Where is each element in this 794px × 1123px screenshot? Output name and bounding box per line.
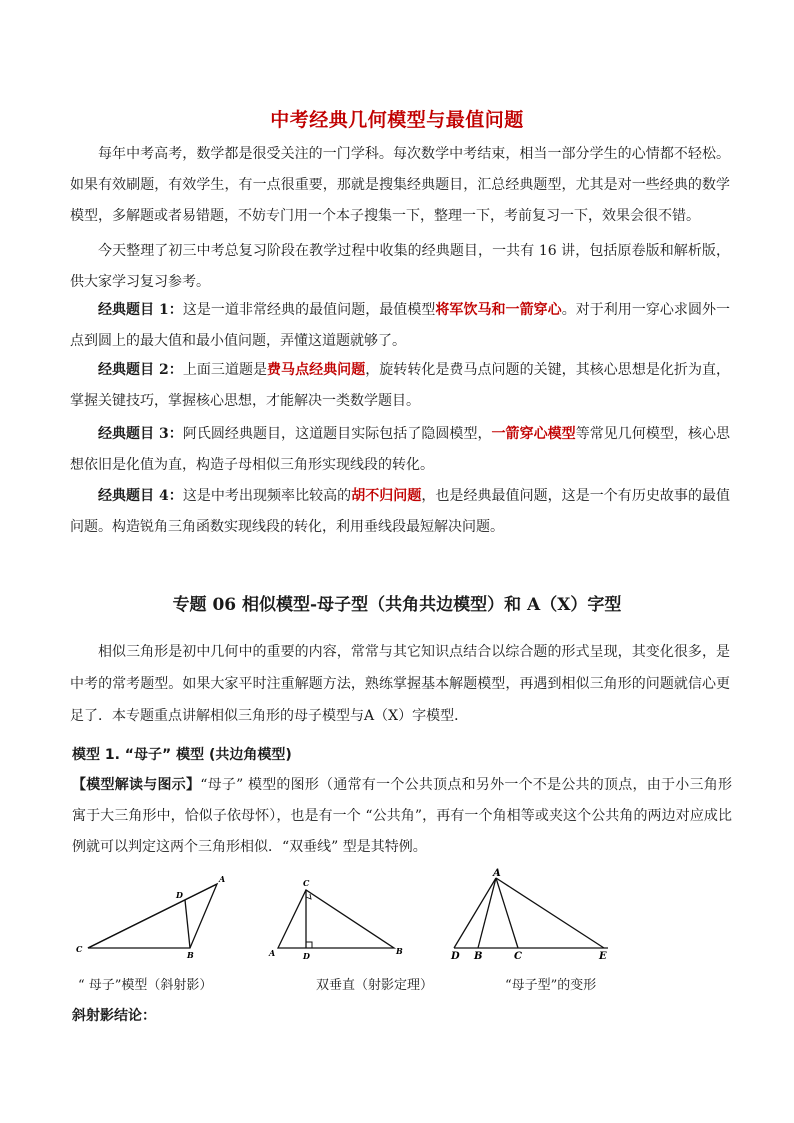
- figure-variant-drawing: [446, 868, 616, 963]
- page-title: 中考经典几何模型与最值问题: [270, 109, 524, 131]
- section-title: 专题 06 相似模型-母子型（共角共边模型）和 A（X）字型: [172, 595, 622, 615]
- classic-item-1-label: 经典题目 1：: [98, 302, 183, 318]
- fig1-point-d: D: [176, 890, 183, 900]
- classic-item-2-text-b: ，旋转转化是费马点问题的关键，其核心思想是化折为直，掌握关键技巧，掌握核心思想，才能解决一类数学题目。: [70, 362, 731, 409]
- figure-variant: [446, 868, 616, 963]
- figure-mother-child: [72, 868, 232, 958]
- intro-paragraph-2: 今天整理了初三中考总复习阶段在教学过程中收集的经典题目，一共有 16 讲，包括原卷版和解析版，供大家学习复习参考。: [70, 243, 730, 290]
- classic-item-3-text-b: 等常见几何模型，核心思想依旧是化值为直，构造子母相似三角形实现线段的转化。: [70, 426, 731, 473]
- classic-item-1: [70, 295, 730, 357]
- classic-item-3-highlight: 一箭穿心模型: [491, 426, 576, 442]
- model-1-label: 【模型解读与图示】: [72, 777, 201, 793]
- fig2-point-a: A: [269, 948, 276, 958]
- fig3-point-d: D: [451, 951, 460, 962]
- figure-double-perpendicular: [266, 868, 411, 963]
- classic-item-3: [70, 419, 730, 481]
- classic-item-2-highlight: 费马点经典问题: [267, 362, 366, 378]
- fig1-point-a: A: [219, 874, 226, 884]
- fig1-point-b: B: [187, 950, 194, 958]
- intro-paragraph-1: 每年中考高考，数学都是很受关注的一门学科。每次数学中考结束，相当一部分学生的心情都不轻松。如果有效刷题，有效学生，有一点很重要，那就是搜集经典题目，汇总经典题型，尤其是对一些经典的数学模型，多解题或者易错题，不妨专门用一个本子搜集一下，整理一下，考前复习一下，效果会很不错。: [70, 146, 730, 224]
- classic-item-4-text-a: 这是中考出现频率比较高的: [182, 488, 352, 504]
- classic-item-3-text-a: 阿氏圆经典题目，这道题目实际包括了隐圆模型，: [182, 426, 492, 442]
- fig3-point-b: B: [474, 951, 483, 962]
- fig2-point-d: D: [303, 951, 310, 961]
- section-intro: 相似三角形是初中几何中的重要的内容，常常与其它知识点结合以综合题的形式呈现，其变化很多，是中考的常考题型。如果大家平时注重解题方法，熟练掌握基本解题模型，再遇到相似三角形的问题就信心更足了．本专题重点讲解相似三角形的母子模型与A（X）字模型．: [70, 644, 730, 724]
- fig3-point-a: A: [493, 868, 501, 879]
- classic-item-1-text-b: 。对于利用一穿心求圆外一点到圆上的最大值和最小值问题，弄懂这道题就够了。: [70, 302, 731, 349]
- conclusion-label: 斜射影结论：: [72, 1008, 156, 1024]
- classic-item-4-text-b: ，也是经典最值问题，这是一个有历史故事的最值问题。构造锐角三角函数实现线段的转化，利用垂线段最短解决问题。: [70, 488, 731, 535]
- figure-double-perpendicular-drawing: [266, 868, 411, 963]
- classic-item-3-label: 经典题目 3：: [98, 426, 183, 442]
- model-1-text: “母子” 模型的图形（通常有一个公共顶点和另外一个不是公共的顶点，由于小三角形寓于大三角形中，恰似子依母怀），也是有一个 “公共角”，再有一个角相等或夹这个公共角的两边对应成比例就可以判定这两个三角形相似．“双垂线” 型是其特例。: [72, 777, 733, 855]
- classic-item-4: [70, 481, 730, 543]
- fig3-point-e: E: [599, 951, 607, 962]
- model-1-heading: 模型 1. “母子” 模型 (共边角模型): [72, 747, 292, 763]
- classic-item-4-highlight: 胡不归问题: [351, 488, 422, 504]
- classic-item-2: [70, 355, 730, 417]
- figure-1-caption: “ 母子”模型（斜射影）: [78, 978, 213, 993]
- fig3-point-c: C: [514, 951, 522, 962]
- classic-item-2-label: 经典题目 2：: [98, 362, 183, 378]
- fig1-point-c: C: [76, 944, 83, 954]
- figure-2-caption: 双垂直（射影定理）: [316, 978, 434, 993]
- fig2-point-b: B: [396, 946, 403, 956]
- figure-3-caption: “母子型”的变形: [505, 978, 597, 993]
- classic-item-1-highlight: 将军饮马和一箭穿心: [435, 302, 562, 318]
- classic-item-1-text-a: 这是一道非常经典的最值问题，最值模型: [182, 302, 436, 318]
- classic-item-2-text-a: 上面三道题是: [182, 362, 268, 378]
- classic-item-4-label: 经典题目 4：: [98, 488, 183, 504]
- figure-mother-child-drawing: [72, 868, 232, 958]
- fig2-point-c: C: [303, 878, 310, 888]
- model-1-description: [72, 770, 732, 863]
